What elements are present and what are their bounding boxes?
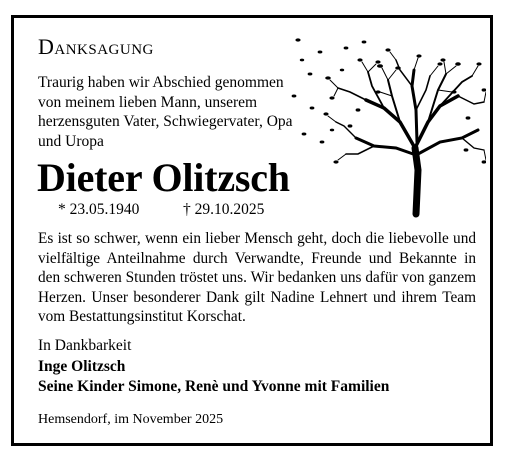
death-date: † 29.10.2025: [183, 201, 265, 218]
birth-date: * 23.05.1940: [58, 201, 140, 218]
intro-text: Traurig haben wir Abschied genommen von meinem lieben Mann, unserem herzensguten Vater, Schwiegervater, Opa und Uropa: [38, 74, 293, 150]
family-line: Seine Kinder Simone, Renè und Yvonne mit Familien: [38, 378, 390, 395]
deceased-name: Dieter Olitzsch: [37, 155, 290, 200]
tree-with-falling-leaves-icon: [288, 30, 486, 220]
signer-name: Inge Olitzsch: [38, 358, 126, 375]
gratitude-line: In Dankbarkeit: [38, 337, 132, 354]
place-date: Hemsendorf, im November 2025: [38, 412, 224, 427]
notice-heading: Danksagung: [38, 34, 154, 59]
thank-you-message: Es ist so schwer, wenn ein lieber Mensch geht, doch die liebevolle und vielfältige Anteilnahme durch Verwandte, Freunde und Bekannte in den schweren Stunden tröstet uns. Wir bedanken uns dafür von ganzem Herzen. Unser besonderer Dank gilt Nadine Lehnert und ihrem Team vom Bestattungsinstitut Korschat.: [38, 230, 476, 326]
